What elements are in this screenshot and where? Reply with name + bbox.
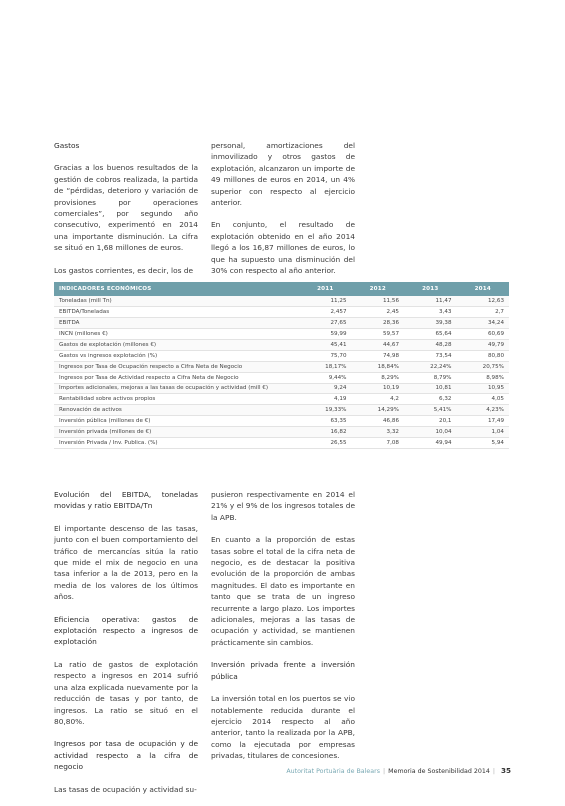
indicator-value-cell: 8,29% (352, 372, 405, 383)
indicator-value-cell: 9,24 (299, 383, 352, 394)
table-row (54, 350, 509, 361)
indicator-label-cell: Inversión privada (millones de €) (54, 427, 299, 438)
indicator-value-cell: 10,81 (404, 383, 457, 394)
text-column-top-right (211, 140, 355, 287)
paragraph: Gracias a los buenos resultados de la gestión de cobros realizada, la partida de “pérdidas, deterioro y variación de provisiones por operaciones comerciales”, por segundo año consecutivo, experimentó en 2014 una importante disminución. La cifra se situó en 1,68 millones de euros. (54, 163, 198, 253)
indicator-value-cell: 4,23% (457, 405, 510, 416)
paragraph: pusieron respectivamente en 2014 el 21% y el 9% de los ingresos totales de la APB. (211, 490, 355, 522)
table-row (54, 427, 509, 438)
table-row (54, 438, 509, 449)
indicator-value-cell: 65,64 (404, 328, 457, 339)
footer-document-title: Memoria de Sostenibilidad 2014 (388, 768, 490, 775)
indicator-value-cell: 14,29% (352, 405, 405, 416)
indicator-value-cell: 44,67 (352, 339, 405, 350)
indicator-label-cell: EBITDA (54, 317, 299, 328)
indicator-label-cell: Toneladas (mill Tn) (54, 296, 299, 306)
footer-separator: | (383, 768, 386, 775)
indicator-value-cell: 9,44% (299, 372, 352, 383)
table-row (54, 328, 509, 339)
section-heading-gastos: Gastos (54, 141, 80, 150)
indicator-value-cell: 2,7 (457, 306, 510, 317)
table-header-cell: 2014 (457, 282, 510, 296)
indicator-value-cell: 4,2 (352, 394, 405, 405)
indicator-value-cell: 28,36 (352, 317, 405, 328)
indicator-value-cell: 4,19 (299, 394, 352, 405)
indicator-value-cell: 75,70 (299, 350, 352, 361)
indicator-value-cell: 18,84% (352, 361, 405, 372)
table-body (54, 296, 509, 449)
indicator-value-cell: 73,54 (404, 350, 457, 361)
section-heading-ebitda: Evolución del EBITDA, toneladas movidas y ratio EBITDA/Tn (54, 490, 198, 511)
indicator-value-cell: 7,08 (352, 438, 405, 449)
table-row (54, 306, 509, 317)
paragraph: En cuanto a la proporción de estas tasas sobre el total de la cifra neta de negocio, es de destacar la positiva evolución de la proporción de ambas magnitudes. El dato es importante en tanto que se trata de un ingreso recurrente a largo plazo. Los importes adicionales, mejoras a las tasas de ocupación y actividad, se mantienen prácticamente sin cambios. (211, 535, 355, 647)
table-row (54, 296, 509, 306)
indicator-value-cell: 59,99 (299, 328, 352, 339)
indicator-label-cell: EBITDA/Toneladas (54, 306, 299, 317)
indicator-value-cell: 60,69 (457, 328, 510, 339)
indicator-value-cell: 34,24 (457, 317, 510, 328)
paragraph: El importante descenso de las tasas, junto con el buen comportamiento del tráfico de mercancías sitúa la ratio que mide el mix de negocio en una tasa inferior a la de 2013, pero en la media de los valores de los últimos años. (54, 523, 198, 602)
paragraph: Las tasas de ocupación y actividad su- (54, 784, 197, 794)
section-heading-inversion: Inversión privada frente a inversión pública (211, 660, 355, 681)
indicator-value-cell: 49,79 (457, 339, 510, 350)
table-header-cell: 2011 (299, 282, 352, 296)
indicator-value-cell: 45,41 (299, 339, 352, 350)
indicator-value-cell: 10,95 (457, 383, 510, 394)
indicator-value-cell: 16,82 (299, 427, 352, 438)
indicator-value-cell: 8,98% (457, 372, 510, 383)
table-row (54, 317, 509, 328)
indicator-value-cell: 22,24% (404, 361, 457, 372)
indicator-value-cell: 10,19 (352, 383, 405, 394)
indicator-value-cell: 5,41% (404, 405, 457, 416)
table-row (54, 339, 509, 350)
indicator-label-cell: Importes adicionales, mejoras a las tasas de ocupación y actividad (mill €) (54, 383, 299, 394)
table-row (54, 372, 509, 383)
footer-organization: Autoritat Portuària de Balears (286, 768, 381, 775)
indicator-value-cell: 74,98 (352, 350, 405, 361)
indicator-value-cell: 59,57 (352, 328, 405, 339)
table-header-cell: INDICADORES ECONÓMICOS (54, 282, 299, 296)
indicator-value-cell: 3,32 (352, 427, 405, 438)
indicator-label-cell: Ingresos por Tasa de Ocupación respecto a Cifra Neta de Negocio (54, 361, 299, 372)
indicator-label-cell: Renovación de activos (54, 405, 299, 416)
table-row (54, 405, 509, 416)
paragraph: personal, amortizaciones del inmovilizado y otros gastos de explotación, alcanzaron un importe de 49 millones de euros en 2014, un 4% superior con respecto al ejercicio anterior. (211, 141, 355, 208)
indicator-value-cell: 5,94 (457, 438, 510, 449)
table-header-row (54, 282, 509, 296)
paragraph: La inversión total en los puertos se vio notablemente reducida durante el ejercicio 2014 respecto al año anterior, tanto la realizada por la APB, como la ejecutada por empresas privadas, titulares de concesiones. (211, 694, 355, 761)
page-number: 35 (500, 766, 511, 775)
indicator-value-cell: 1,04 (457, 427, 510, 438)
indicator-value-cell: 11,47 (404, 296, 457, 306)
indicator-value-cell: 11,56 (352, 296, 405, 306)
indicator-value-cell: 63,35 (299, 416, 352, 427)
indicator-value-cell: 48,28 (404, 339, 457, 350)
indicator-value-cell: 11,25 (299, 296, 352, 306)
footer-separator: | (492, 768, 495, 775)
indicator-value-cell: 17,49 (457, 416, 510, 427)
indicator-value-cell: 3,43 (404, 306, 457, 317)
table-row (54, 383, 509, 394)
indicator-value-cell: 2,457 (299, 306, 352, 317)
section-heading-ingresos-tasas: Ingresos por tasa de ocupación y de actividad respecto a la cifra de negocio (54, 739, 198, 772)
page-footer (286, 766, 511, 775)
indicator-value-cell: 27,65 (299, 317, 352, 328)
paragraph: La ratio de gastos de explotación respecto a ingresos en 2014 sufrió una alza explicada nuevamente por la reducción de tasas y por tanto, de ingresos. La ratio se situó en el 80,80%. (54, 659, 198, 726)
table-header-cell: 2012 (352, 282, 405, 296)
indicator-value-cell: 46,86 (352, 416, 405, 427)
indicator-value-cell: 49,94 (404, 438, 457, 449)
indicator-label-cell: Ingresos por Tasa de Actividad respecto a Cifra Neta de Negocio (54, 372, 299, 383)
indicator-label-cell: INCN (millones €) (54, 328, 299, 339)
indicator-label-cell: Gastos vs ingresos explotación (%) (54, 350, 299, 361)
indicator-value-cell: 20,1 (404, 416, 457, 427)
text-column-top-left (54, 140, 198, 287)
text-column-bottom-right (211, 489, 355, 773)
economic-indicators-table (54, 282, 509, 449)
indicator-value-cell: 10,04 (404, 427, 457, 438)
economic-indicators-table-container (54, 282, 509, 449)
indicator-label-cell: Inversión Privada / Inv. Publica. (%) (54, 438, 299, 449)
table-header-cell: 2013 (404, 282, 457, 296)
paragraph: En conjunto, el resultado de explotación obtenido en el año 2014 llegó a los 16,87 millones de euros, lo que ha supuesto una disminución del 30% con respecto al año anterior. (211, 220, 355, 276)
indicator-value-cell: 2,45 (352, 306, 405, 317)
table-row (54, 361, 509, 372)
indicator-label-cell: Inversión pública (millones de €) (54, 416, 299, 427)
indicator-label-cell: Rentabilidad sobre activos propios (54, 394, 299, 405)
indicator-value-cell: 80,80 (457, 350, 510, 361)
indicator-value-cell: 4,05 (457, 394, 510, 405)
indicator-value-cell: 26,55 (299, 438, 352, 449)
indicator-value-cell: 19,33% (299, 405, 352, 416)
indicator-value-cell: 12,63 (457, 296, 510, 306)
indicator-value-cell: 8,79% (404, 372, 457, 383)
section-heading-eficiencia: Eficiencia operativa: gastos de explotación respecto a ingresos de explotación (54, 614, 198, 647)
indicator-value-cell: 39,38 (404, 317, 457, 328)
text-column-bottom-left (54, 489, 198, 806)
indicator-label-cell: Gastos de explotación (millones €) (54, 339, 299, 350)
table-row (54, 416, 509, 427)
paragraph: Los gastos corrientes, es decir, los de (54, 265, 194, 275)
table-row (54, 394, 509, 405)
indicator-value-cell: 18,17% (299, 361, 352, 372)
indicator-value-cell: 6,32 (404, 394, 457, 405)
indicator-value-cell: 20,75% (457, 361, 510, 372)
